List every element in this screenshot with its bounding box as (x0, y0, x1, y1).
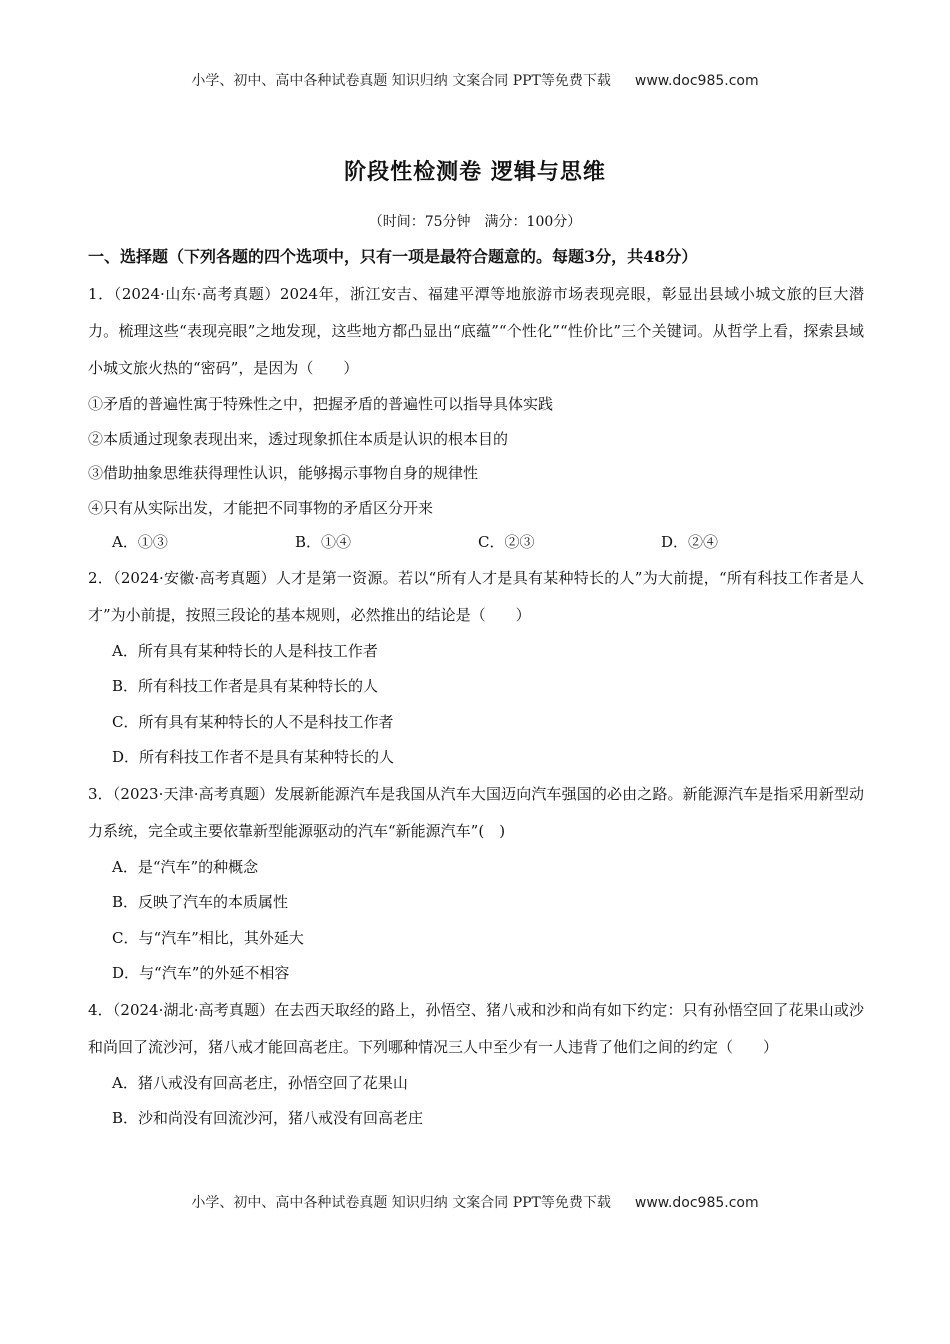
option-d: D．②④ (661, 533, 719, 551)
option-a: A．①③ (112, 533, 168, 551)
exam-meta: （时间：75分钟 满分：100分） (368, 214, 582, 230)
option-a: A．所有具有某种特长的人是科技工作者 (112, 641, 378, 660)
option-a: A．是“汽车”的种概念 (112, 857, 259, 876)
option-d: D．与“汽车”的外延不相容 (112, 964, 290, 982)
header-site-link[interactable]: www.doc985.com (634, 73, 759, 89)
option-c: C．②③ (478, 533, 535, 551)
exam-content (88, 244, 864, 1137)
question-text: 1．（2024·山东·高考真题）2024年，浙江安吉、福建平潭等地旅游市场表现亮眼，彰显出县域小城文旅的巨大潜力。梳理这些“表现亮眼”之地发现，这些地方都凸显出“底蕴”“个性化”“性价比”三个关键词。从哲学上看，探索县域小城文旅火热的“密码”，是因为（ ） (88, 285, 864, 377)
footer-site-link[interactable]: www.doc985.com (634, 1195, 759, 1211)
statement: ③借助抽象思维获得理性认识，能够揭示事物自身的规律性 (88, 464, 479, 482)
page-title: 阶段性检测卷 逻辑与思维 (344, 159, 606, 185)
page-header (0, 70, 950, 90)
header-text: 小学、初中、高中各种试卷真题 知识归纳 文案合同 PPT等免费下载 (191, 73, 611, 89)
question-text: 4．（2024·湖北·高考真题）在去西天取经的路上，孙悟空、猪八戒和沙和尚有如下约定：只有孙悟空回了花果山或沙和尚回了流沙河，猪八戒才能回高老庄。下列哪种情况三人中至少有一人违背了他们之间的约定（ ） (88, 1000, 864, 1056)
question-2 (88, 560, 864, 776)
option-b: B．沙和尚没有回流沙河，猪八戒没有回高老庄 (112, 1109, 424, 1127)
question-1 (88, 276, 864, 560)
option-b: B．所有科技工作者是具有某种特长的人 (112, 677, 379, 695)
option-b: B．反映了汽车的本质属性 (112, 893, 289, 911)
statement: ④只有从实际出发，才能把不同事物的矛盾区分开来 (88, 498, 434, 517)
option-c: C．所有具有某种特长的人不是科技工作者 (112, 712, 394, 731)
option-a: A．猪八戒没有回高老庄，孙悟空回了花果山 (112, 1073, 408, 1092)
question-text: 3．（2023·天津·高考真题）发展新能源汽车是我国从汽车大国迈向汽车强国的必由之路。新能源汽车是指采用新型动力系统，完全或主要依靠新型能源驱动的汽车“新能源汽车”( ) (88, 784, 864, 840)
section-heading: 一、选择题（下列各题的四个选项中，只有一项是最符合题意的。每题3分，共48分） (88, 247, 698, 266)
statement: ②本质通过现象表现出来，透过现象抓住本质是认识的根本目的 (88, 429, 509, 448)
option-b: B．①④ (295, 533, 352, 551)
page-footer (0, 1192, 950, 1212)
option-c: C．与“汽车”相比，其外延大 (112, 928, 304, 947)
footer-text: 小学、初中、高中各种试卷真题 知识归纳 文案合同 PPT等免费下载 (191, 1195, 611, 1211)
option-row (88, 525, 864, 560)
question-4 (88, 992, 864, 1137)
statement: ①矛盾的普遍性寓于特殊性之中，把握矛盾的普遍性可以指导具体实践 (88, 395, 554, 413)
question-text: 2．（2024·安徽·高考真题）人才是第一资源。若以“所有人才是具有某种特长的人”为大前提，“所有科技工作者是人才”为小前提，按照三段论的基本规则，必然推出的结论是（ ） (88, 568, 864, 624)
option-d: D．所有科技工作者不是具有某种特长的人 (112, 748, 395, 766)
question-3 (88, 776, 864, 992)
